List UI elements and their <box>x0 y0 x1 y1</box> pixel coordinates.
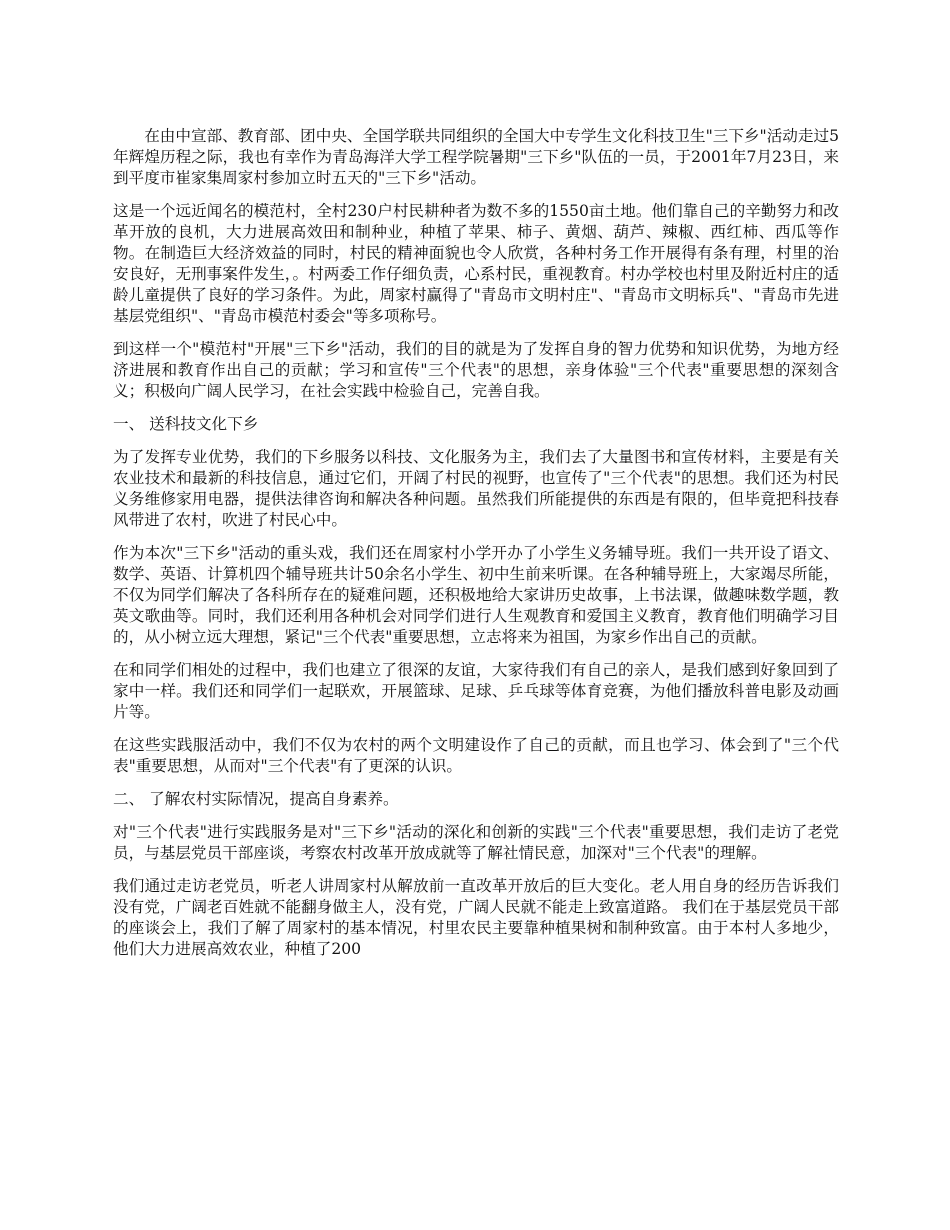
paragraph-visits: 对"三个代表"进行实践服务是对"三下乡"活动的深化和创新的实践"三个代表"重要思想，我们走访了老党员，与基层党员干部座谈，考察农村改革开放成就等了解社情民意，加深对"三个代表"的理解。 <box>113 823 839 862</box>
paragraph-tech-service: 为了发挥专业优势，我们的下乡服务以科技、文化服务为主，我们去了大量图书和宣传材料，主要是有关农业技术和最新的科技信息，通过它们，开阔了村民的视野，也宣传了"三个代表"的思想。我们还为村民义务维修家用电器，提供法律咨询和解决各种问题。虽然我们所能提供的东西是有限的，但毕竟把科技春风带进了农村，吹进了村民心中。 <box>113 448 839 529</box>
paragraph-purpose: 到这样一个"模范村"开展"三下乡"活动，我们的目的就是为了发挥自身的智力优势和知识优势，为地方经济进展和教育作出自己的贡献；学习和宣传"三个代表"的思想，亲身体验"三个代表"重要思想的深刻含义；积极向广阔人民学习，在社会实践中检验自己，完善自我。 <box>113 340 839 400</box>
section-heading-1: 一、 送科技文化下乡 <box>113 415 259 433</box>
document-body <box>113 126 839 972</box>
paragraph-tutoring: 作为本次"三下乡"活动的重头戏，我们还在周家村小学开办了小学生义务辅导班。我们一共开设了语文、数学、英语、计算机四个辅导班共计50余名小学生、初中生前来听课。在各种辅导班上，大家竭尽所能，不仅为同学们解决了各科所存在的疑难问题，还积极地给大家讲历史故事，上书法课，做趣味数学题，教英文歌曲等。同时，我们还利用各种机会对同学们进行人生观教育和爱国主义教育，教育他们明确学习目的，从小树立远大理想，紧记"三个代表"重要思想，立志将来为祖国，为家乡作出自己的贡献。 <box>113 544 839 646</box>
section-heading-2: 二、 了解农村实际情况，提高自身素养。 <box>113 790 399 808</box>
paragraph-intro: 在由中宣部、教育部、团中央、全国学联共同组织的全国大中专学生文化科技卫生"三下乡"活动走过5年辉煌历程之际，我也有幸作为青岛海洋大学工程学院暑期"三下乡"队伍的一员，于2001年7月23日，来到平度市崔家集周家村参加立时五天的"三下乡"活动。 <box>113 127 839 187</box>
paragraph-elders: 我们通过走访老党员，听老人讲周家村从解放前一直改革开放后的巨大变化。老人用自身的经历告诉我们没有党，广阔老百姓就不能翻身做主人，没有党，广阔人民就不能走上致富道路。 我们在于基层党员干部的座谈会上，我们了解了周家村的基本情况，村里农民主要靠种植果树和制种致富。由于本村人多地少，他们大力进展高效农业，种植了200 <box>113 877 839 958</box>
paragraph-practice: 在这些实践服活动中，我们不仅为农村的两个文明建设作了自己的贡献，而且也学习、体会到了"三个代表"重要思想，从而对"三个代表"有了更深的认识。 <box>113 736 839 775</box>
paragraph-village: 这是一个远近闻名的模范村，全村230户村民耕种者为数不多的1550亩土地。他们靠自己的辛勤努力和改革开放的良机，大力进展高效田和制种业，种植了苹果、柿子、黄烟、葫芦、辣椒、西红柿、西瓜等作物。在制造巨大经济效益的同时，村民的精神面貌也令人欣赏，各种村务工作开展得有条有理，村里的治安良好，无刑事案件发生，。村两委工作仔细负责，心系村民，重视教育。村办学校也村里及附近村庄的适龄儿童提供了良好的学习条件。为此，周家村赢得了"青岛市文明村庄"、"青岛市文明标兵"、"青岛市先进基层党组织"、"青岛市模范村委会"等多项称号。 <box>113 202 839 325</box>
paragraph-friendship: 在和同学们相处的过程中，我们也建立了很深的友谊，大家待我们有自己的亲人，是我们感到好象回到了家中一样。我们还和同学们一起联欢，开展篮球、足球、乒乓球等体育竞赛，为他们播放科普电影及动画片等。 <box>113 661 839 721</box>
